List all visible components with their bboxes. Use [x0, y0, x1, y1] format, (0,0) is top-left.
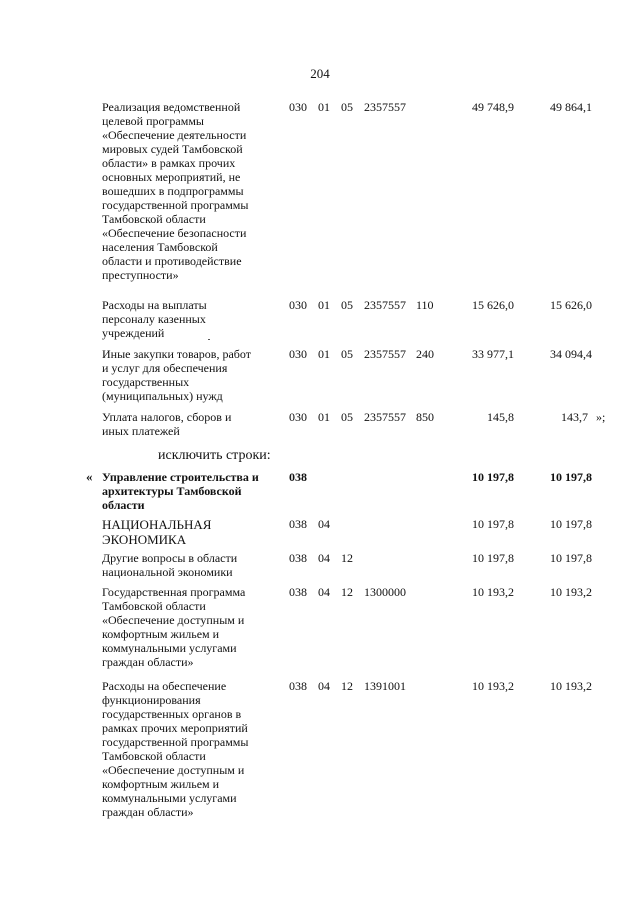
- subsection-code: 12: [341, 585, 353, 599]
- row-description: Расходы на обеспечение функционирования государственных органов в рамках прочих мероприятий государственной программы Тамбовской области «Обеспечение доступным и комфортным жильем и коммунальными услугами граждан области»: [102, 679, 249, 819]
- amount-year-2: 49 864,1: [550, 100, 592, 114]
- closing-quote-mark: »;: [596, 410, 606, 424]
- target-article-code: 1300000: [364, 585, 406, 599]
- amount-year-2: 34 094,4: [550, 347, 592, 361]
- target-article-code: 2357557: [364, 298, 406, 312]
- opening-quote-mark: «: [86, 469, 93, 484]
- row-description: Реализация ведомственной целевой программы «Обеспечение деятельности мировых судей Тамбовской области» в рамках прочих основных мероприятий, не вошедших в подпрограммы государственной программы Тамбовской области «Обеспечение безопасности населения Тамбовской области и противодействие преступности»: [102, 100, 249, 282]
- section-code: 04: [318, 517, 330, 531]
- amount-year-2: 15 626,0: [550, 298, 592, 312]
- section-code: 04: [318, 551, 330, 565]
- expense-type-code: 110: [416, 298, 434, 312]
- amount-year-2: 10 193,2: [550, 585, 592, 599]
- subsection-code: 05: [341, 410, 353, 424]
- department-code: 038: [289, 470, 307, 484]
- department-code: 030: [289, 298, 307, 312]
- subsection-code: 05: [341, 298, 353, 312]
- department-code: 030: [289, 100, 307, 114]
- amount-year-1: 49 748,9: [472, 100, 514, 114]
- exclude-rows-heading: исключить строки:: [158, 448, 271, 463]
- row-description: Расходы на выплаты персоналу казенных учреждений: [102, 298, 207, 340]
- target-article-code: 2357557: [364, 410, 406, 424]
- department-code: 038: [289, 551, 307, 565]
- amount-year-2: 10 197,8: [550, 517, 592, 531]
- department-code: 030: [289, 347, 307, 361]
- subsection-code: 12: [341, 679, 353, 693]
- row-description: Иные закупки товаров, работ и услуг для обеспечения государственных (муниципальных) нужд: [102, 347, 251, 403]
- amount-year-2: 143,7: [561, 410, 588, 424]
- target-article-code: 1391001: [364, 679, 406, 693]
- expense-type-code: 240: [416, 347, 434, 361]
- subsection-code: 05: [341, 347, 353, 361]
- subsection-code: 12: [341, 551, 353, 565]
- target-article-code: 2357557: [364, 347, 406, 361]
- row-description: НАЦИОНАЛЬНАЯ ЭКОНОМИКА: [102, 517, 212, 547]
- amount-year-1: 33 977,1: [472, 347, 514, 361]
- section-code: 01: [318, 100, 330, 114]
- subsection-code: 05: [341, 100, 353, 114]
- section-code: 01: [318, 410, 330, 424]
- department-code: 030: [289, 410, 307, 424]
- amount-year-1: 10 197,8: [472, 551, 514, 565]
- amount-year-2: 10 193,2: [550, 679, 592, 693]
- section-code: 01: [318, 298, 330, 312]
- section-code: 04: [318, 679, 330, 693]
- section-code: 01: [318, 347, 330, 361]
- amount-year-1: 15 626,0: [472, 298, 514, 312]
- department-code: 038: [289, 517, 307, 531]
- amount-year-1: 145,8: [487, 410, 514, 424]
- scan-speck: [208, 339, 210, 340]
- row-description: Уплата налогов, сборов и иных платежей: [102, 410, 232, 438]
- row-description: Управление строительства и архитектуры Тамбовской области: [102, 470, 259, 512]
- amount-year-2: 10 197,8: [550, 551, 592, 565]
- amount-year-1: 10 197,8: [472, 517, 514, 531]
- amount-year-1: 10 193,2: [472, 585, 514, 599]
- target-article-code: 2357557: [364, 100, 406, 114]
- amount-year-1: 10 197,8: [472, 470, 514, 484]
- page-number: 204: [310, 66, 330, 81]
- department-code: 038: [289, 679, 307, 693]
- row-description: Государственная программа Тамбовской области «Обеспечение доступным и комфортным жильем и коммунальными услугами граждан области»: [102, 585, 246, 669]
- row-description: Другие вопросы в области национальной экономики: [102, 551, 238, 579]
- department-code: 038: [289, 585, 307, 599]
- section-code: 04: [318, 585, 330, 599]
- expense-type-code: 850: [416, 410, 434, 424]
- amount-year-2: 10 197,8: [550, 470, 592, 484]
- amount-year-1: 10 193,2: [472, 679, 514, 693]
